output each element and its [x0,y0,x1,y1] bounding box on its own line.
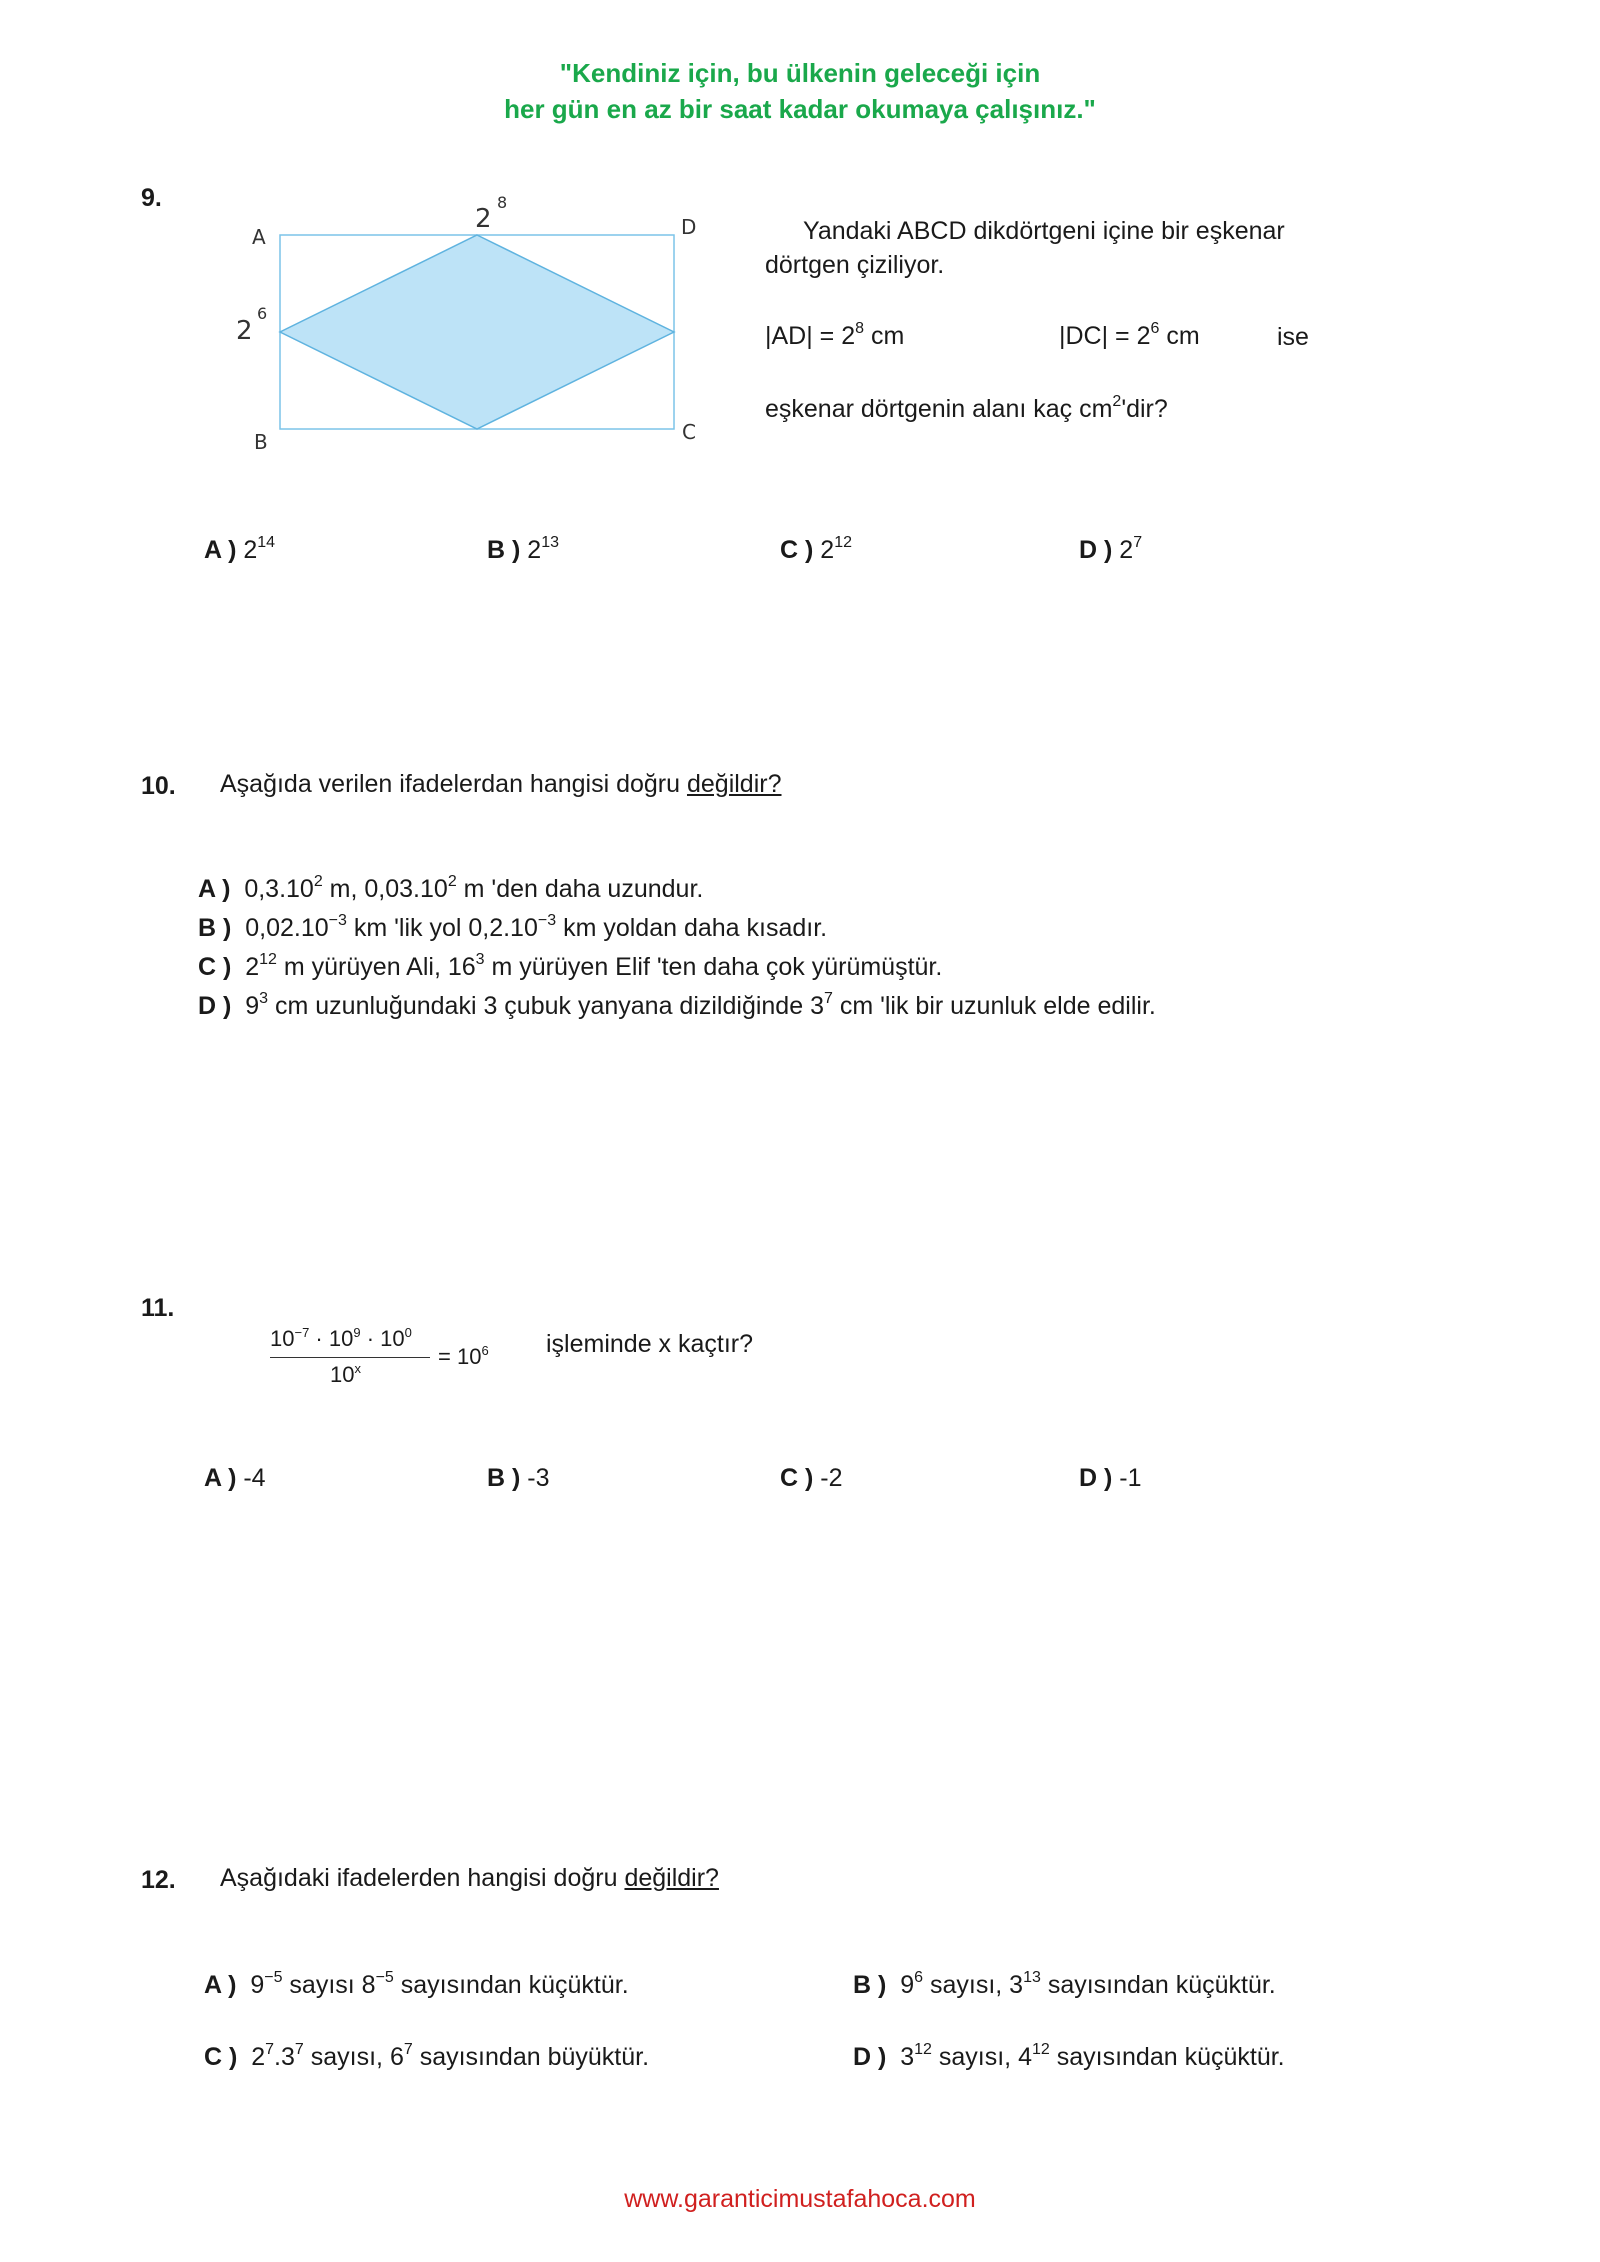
question-number-12: 12. [141,1866,176,1894]
question-number-10: 10. [141,772,176,800]
side-length-base: 2 [236,316,253,346]
q10-option-a[interactable]: A ) 0,3.10$^2$ m, 0,03.10$^2$ m 'den daha uzundur. [198,873,704,903]
q9-option-b[interactable]: B ) $2^{13}$ [487,534,559,564]
vertex-label-a: A [252,225,266,249]
q9-option-d[interactable]: D ) $2^7$ [1079,534,1143,564]
vertex-label-d: D [681,215,697,239]
q9-option-c[interactable]: C ) $2^{12}$ [780,534,852,564]
vertex-label-b: B [254,430,268,454]
q9-question: eşkenar dörtgenin alanı kaç $cm^2'dir$? [765,393,1168,423]
vertex-label-c: C [682,420,696,444]
side-length-exponent: 6 [257,304,268,323]
top-length-base: 2 [475,204,492,234]
top-length-exponent: 8 [497,193,508,212]
quote-line-1: "Kendiniz için, bu ülkenin geleceği için [559,58,1041,88]
q12-option-d[interactable]: D ) $3^{12}$ sayısı, $4^{12}$ sayısından küçüktür. [853,2041,1285,2071]
q10-option-b[interactable]: B ) $0,02.10^{-3}$ km 'lik yol $0,2.10^{-3}$ km yoldan daha kısadır. [198,912,828,942]
q11-option-d[interactable]: D ) -1 [1079,1464,1142,1492]
q11-numerator: $10^{-7} \cdot 10^9 \cdot 10^0$ [270,1325,412,1351]
q9-dc-length: $|DC| = 2^6$ cm [1059,320,1200,350]
q9-text-line-1: Yandaki ABCD dikdörtgeni içine bir eşkenar [803,217,1285,245]
q9-text-line-2: dörtgen çiziliyor. [765,251,945,279]
q12-option-a[interactable]: A ) $9^{-5}$ sayısı $8^{-5}$ sayısından küçüktür. [204,1969,629,1999]
q9-ise: ise [1277,323,1309,351]
rhombus [280,235,674,429]
q11-option-a[interactable]: A ) -4 [204,1464,266,1492]
q10-stem: Aşağıda verilen ifadelerdan hangisi doğru değildir? [220,770,782,798]
q10-option-d[interactable]: D ) $9^3$ cm uzunluğundaki 3 çubuk yanyana dizildiğinde $3^7$ cm 'lik bir uzunluk elde edilir. [198,990,1156,1020]
q12-option-c[interactable]: C ) $2^7.3^7$ sayısı, $6^7$ sayısından büyüktür. [204,2041,650,2071]
question-number-11: 11. [141,1294,175,1322]
rectangle-rhombus-figure [220,185,720,465]
q11-option-b[interactable]: B ) -3 [487,1464,550,1492]
q11-denominator: 10$^x$ [330,1361,361,1387]
q10-option-c[interactable]: C ) $2^{12}$ m yürüyen Ali, $16^3$ m yürüyen Elif 'ten daha çok yürümüştür. [198,951,943,981]
q9-option-a[interactable]: A ) $2^{14}$ [204,534,276,564]
footer-website-link[interactable]: www.garanticimustafahoca.com [624,2185,976,2213]
question-number-9: 9. [141,184,162,212]
q12-option-b[interactable]: B ) $9^6$ sayısı, $3^{13}$ sayısından küçüktür. [853,1969,1276,1999]
q11-equals-rhs: = $10^6$ [438,1343,489,1369]
q11-fraction-bar [270,1357,430,1358]
q11-text: işleminde x kaçtır? [546,1330,754,1358]
q9-ad-length: $|AD| = 2^8$ cm [765,320,905,350]
quote-line-2: her gün en az bir saat kadar okumaya çalışınız." [504,94,1096,124]
q12-stem: Aşağıdaki ifadelerden hangisi doğru değildir? [220,1864,719,1892]
q11-option-c[interactable]: C ) -2 [780,1464,843,1492]
